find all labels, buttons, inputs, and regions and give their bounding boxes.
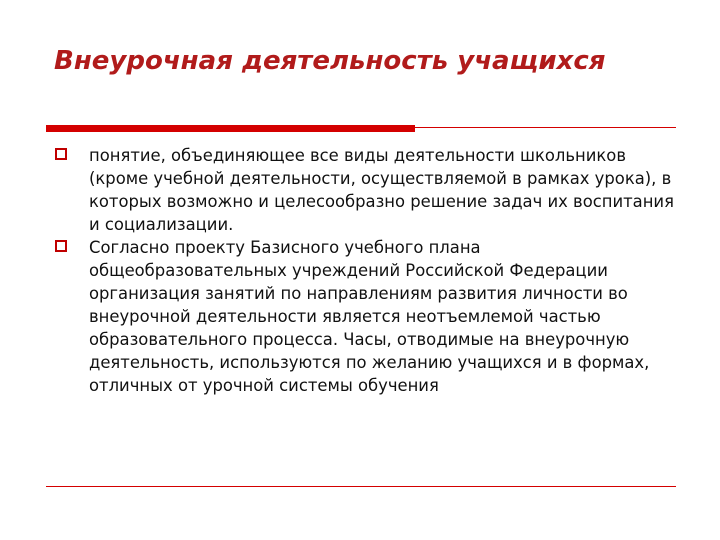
bullet-text-definition: понятие, объединяющее все виды деятельности школьников (кроме учебной деятельности, осуществляемой в рамках урока), в которых возможно и целесообразно решение задач их воспитания и социализации.	[89, 146, 674, 234]
footer-divider	[46, 486, 676, 487]
slide-title: Внеурочная деятельность учащихся	[54, 46, 606, 76]
title-underline-thin	[415, 127, 676, 128]
hollow-square-bullet-icon	[55, 148, 67, 160]
bullet-item-curriculum	[50, 236, 680, 397]
hollow-square-bullet-icon	[55, 240, 67, 252]
bullet-item-definition	[50, 144, 680, 236]
title-underline-thick	[46, 125, 415, 132]
bullet-list	[50, 144, 680, 397]
bullet-text-curriculum: Согласно проекту Базисного учебного плана общеобразовательных учреждений Российской Федерации организация занятий по направлениям развития личности во внеурочной деятельности является неотъемлемой частью образовательного процесса. Часы, отводимые на внеурочную деятельность, используются по желанию учащихся и в формах, отличных от урочной системы обучения	[89, 238, 650, 395]
